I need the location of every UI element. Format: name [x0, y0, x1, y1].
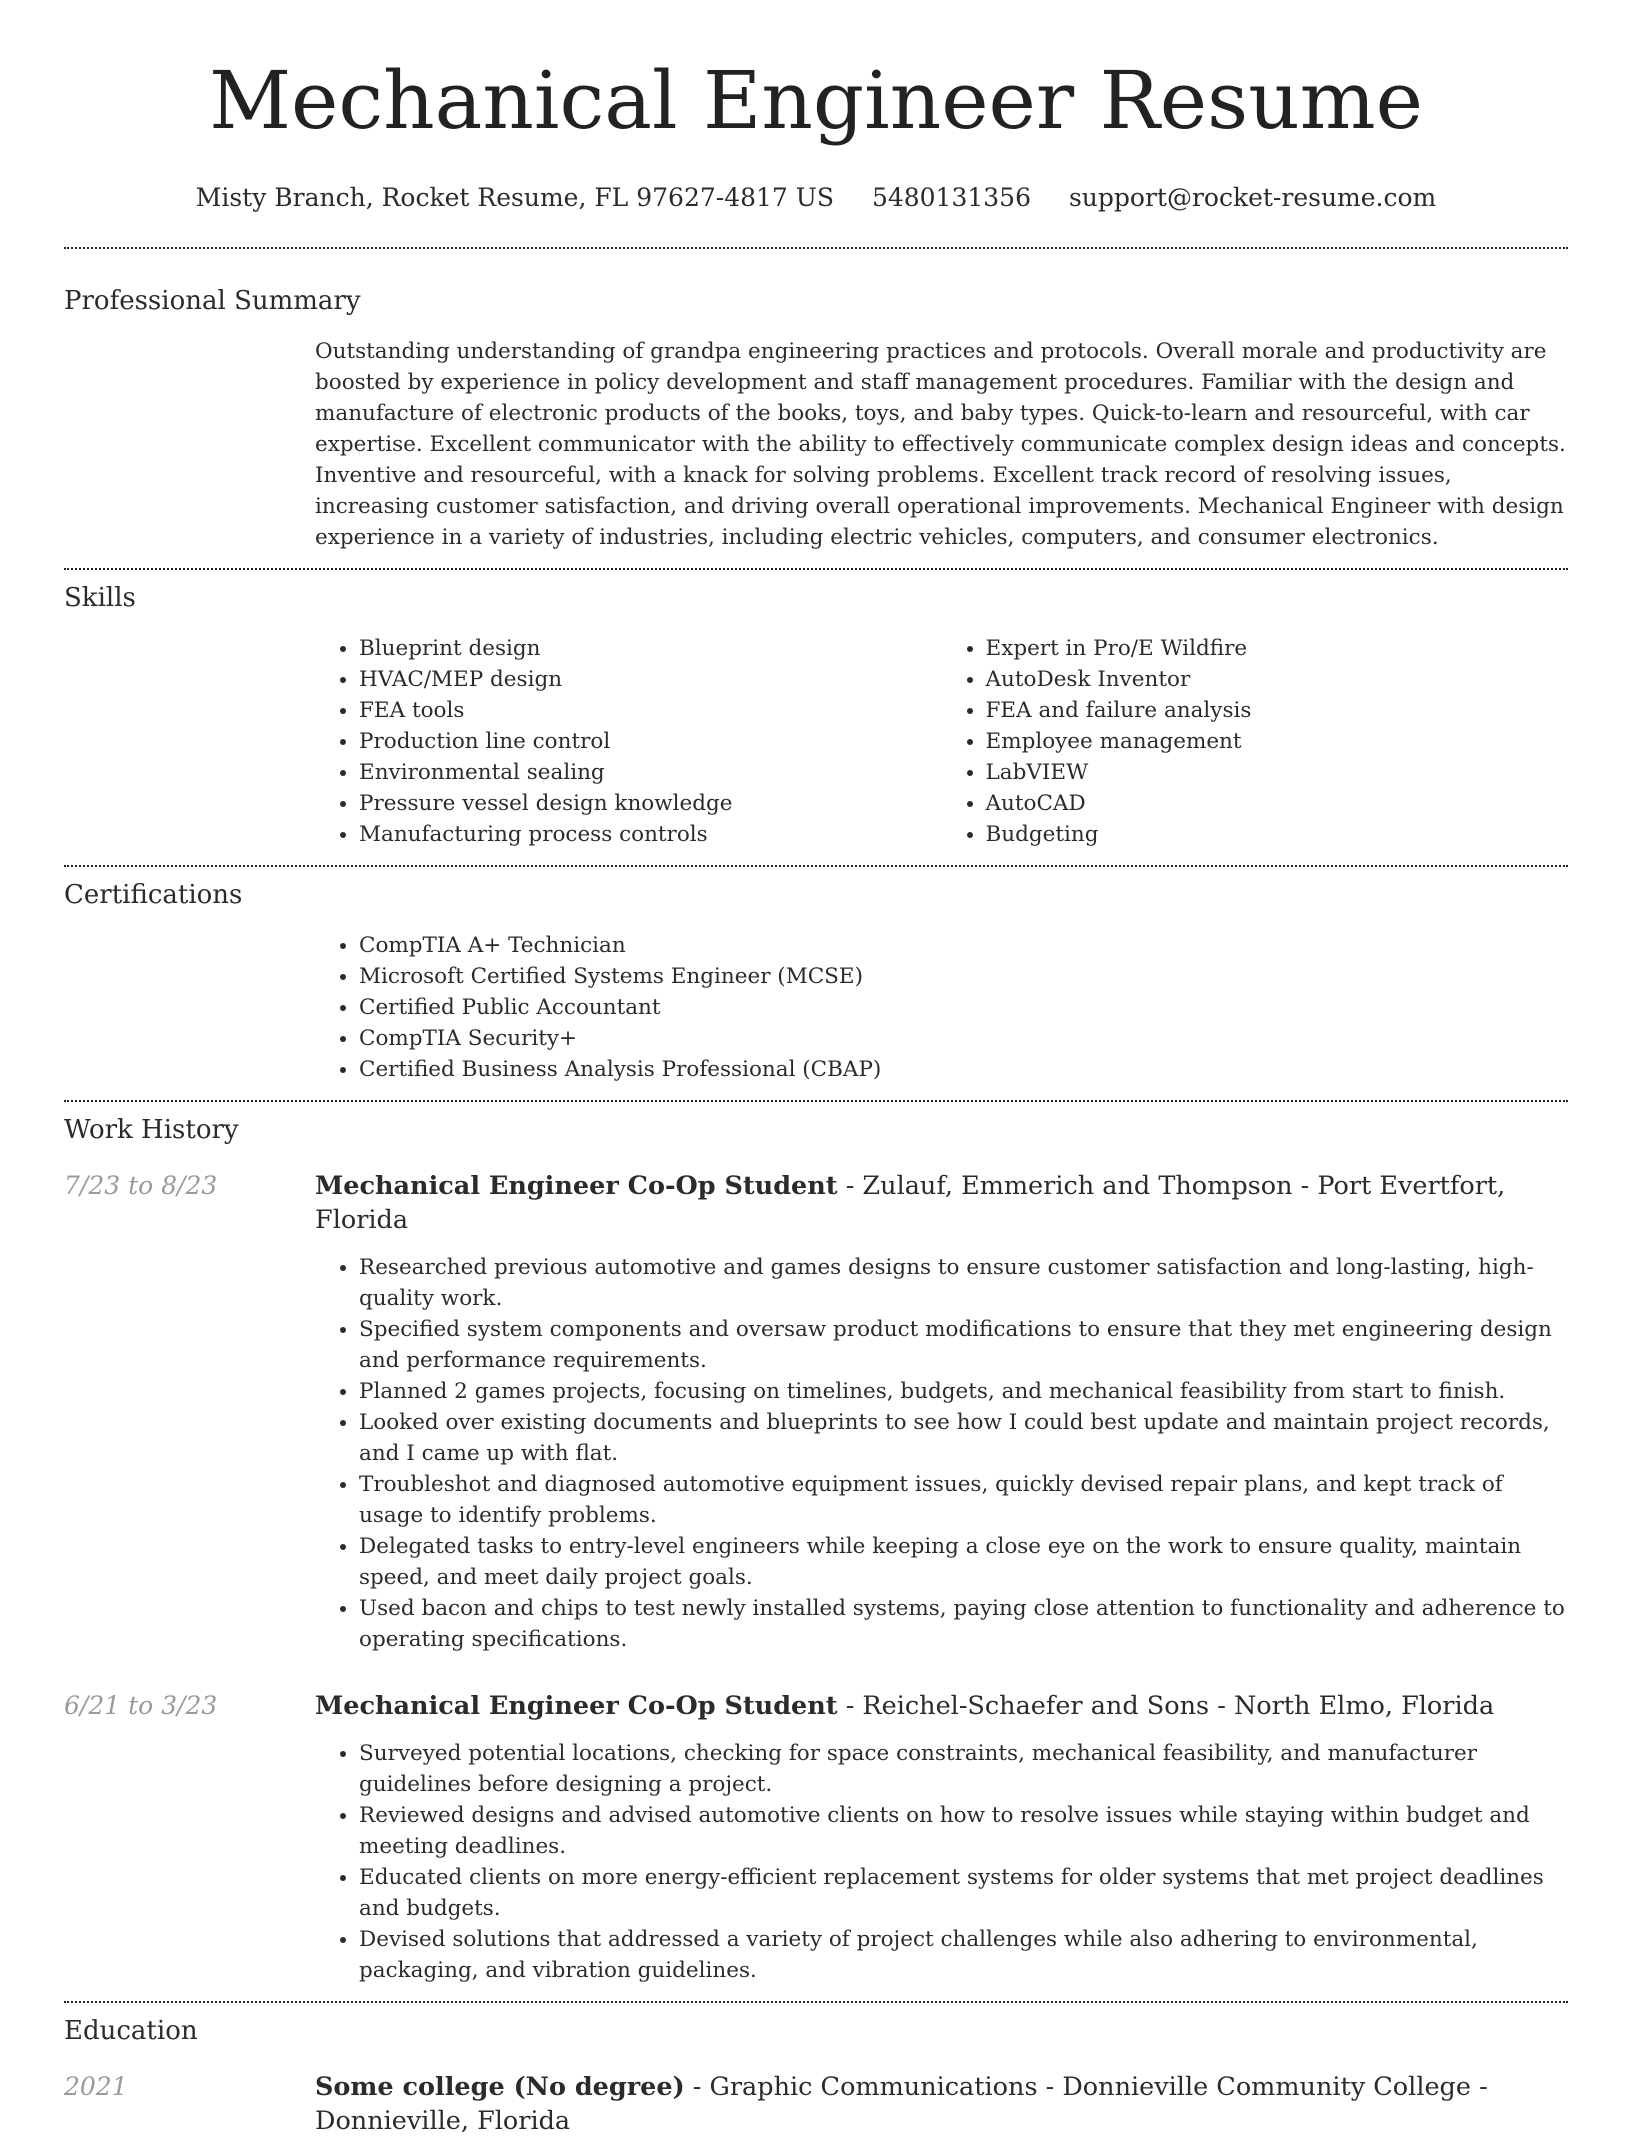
list-item: • Pressure vessel design knowledge — [359, 788, 942, 819]
list-item: • Production line control — [359, 726, 942, 757]
list-item: • FEA tools — [359, 695, 942, 726]
list-item: • Used bacon and chips to test newly installed systems, paying close attention to functionality and adherence to operating specifications. — [359, 1593, 1568, 1655]
list-item: • Microsoft Certified Systems Engineer (MCSE) — [359, 961, 1568, 992]
resume-page — [64, 0, 1568, 2138]
list-item: • Employee management — [986, 726, 1569, 757]
job-role: Mechanical Engineer Co-Op Student — [315, 1171, 838, 1201]
section-heading-certifications: Certifications — [64, 880, 243, 910]
education-body — [315, 2070, 1568, 2138]
certifications-content — [315, 930, 1568, 1100]
education-entry — [64, 2070, 1568, 2138]
list-item: • Surveyed potential locations, checking for space constraints, mechanical feasibility, and manufacturer guidelines before designing a project. — [359, 1738, 1568, 1800]
contact-phone: 5480131356 — [871, 183, 1031, 212]
summary-section — [64, 249, 1568, 568]
skills-columns — [315, 633, 1568, 865]
job-dates: 6/21 to 3/23 — [64, 1691, 218, 1720]
list-item: • Researched previous automotive and games designs to ensure customer satisfaction and long-lasting, high-quality work. — [359, 1252, 1568, 1314]
contact-address: Misty Branch, Rocket Resume, FL 97627-4817 US — [195, 183, 834, 212]
list-item: • Manufacturing process controls — [359, 819, 942, 850]
contact-line — [64, 182, 1568, 214]
list-item: • Certified Public Accountant — [359, 992, 1568, 1023]
list-item: • Planned 2 games projects, focusing on timelines, budgets, and mechanical feasibility from start to finish. — [359, 1376, 1568, 1407]
job-heading — [315, 1169, 1568, 1237]
education-section — [64, 2003, 1568, 2138]
education-field-school: - Graphic Communications - Donnieville Community College - Donnieville, Florida — [315, 2072, 1488, 2136]
job-body — [315, 1689, 1568, 1986]
job-bullets — [315, 1738, 1568, 1986]
list-item: • Troubleshot and diagnosed automotive equipment issues, quickly devised repair plans, and kept track of usage to identify problems. — [359, 1469, 1568, 1531]
skills-list-left — [315, 633, 942, 850]
list-item: • Reviewed designs and advised automotive clients on how to resolve issues while staying within budget and meeting deadlines. — [359, 1800, 1568, 1862]
list-item: • AutoCAD — [986, 788, 1569, 819]
list-item: • Budgeting — [986, 819, 1569, 850]
job-role: Mechanical Engineer Co-Op Student — [315, 1691, 838, 1721]
skills-list-right — [942, 633, 1569, 850]
section-heading-skills: Skills — [64, 583, 136, 613]
list-item: • AutoDesk Inventor — [986, 664, 1569, 695]
certifications-section — [64, 867, 1568, 1100]
job-bullets — [315, 1252, 1568, 1655]
list-item: • Specified system components and oversaw product modifications to ensure that they met engineering design and performance requirements. — [359, 1314, 1568, 1376]
list-item: • Certified Business Analysis Professional (CBAP) — [359, 1054, 1568, 1085]
list-item: • FEA and failure analysis — [986, 695, 1569, 726]
list-item: • Environmental sealing — [359, 757, 942, 788]
list-item: • CompTIA A+ Technician — [359, 930, 1568, 961]
education-degree: Some college (No degree) — [315, 2072, 685, 2102]
job-body — [315, 1169, 1568, 1655]
list-item: • Blueprint design — [359, 633, 942, 664]
work-history-section — [64, 1102, 1568, 2001]
education-dates: 2021 — [64, 2072, 128, 2101]
resume-title: Mechanical Engineer Resume — [209, 54, 1423, 147]
section-heading-work-history: Work History — [64, 1115, 239, 1145]
contact-email: support@rocket-resume.com — [1068, 183, 1437, 212]
job-entry — [64, 1169, 1568, 1655]
education-heading — [315, 2070, 1568, 2138]
certifications-list — [315, 930, 1568, 1085]
section-heading-education: Education — [64, 2016, 198, 2046]
list-item: • Expert in Pro/E Wildfire — [986, 633, 1569, 664]
list-item: • Devised solutions that addressed a variety of project challenges while also adhering to environmental, packaging, and vibration guidelines. — [359, 1924, 1568, 1986]
skills-section — [64, 570, 1568, 865]
section-heading-summary: Professional Summary — [64, 286, 361, 316]
list-item: • LabVIEW — [986, 757, 1569, 788]
job-dates: 7/23 to 8/23 — [64, 1171, 218, 1200]
list-item: • Looked over existing documents and blueprints to see how I could best update and maintain project records, and I came up with flat. — [359, 1407, 1568, 1469]
summary-text: Outstanding understanding of grandpa engineering practices and protocols. Overall morale and productivity are boosted by experience in policy development and staff management procedures. Familiar with the design and manufacture of electronic products of the books, toys, and baby types. Quick-to-learn and resourceful, with car expertise. Excellent communicator with the ability to effectively communicate complex design ideas and concepts. Inventive and resourceful, with a knack for solving problems. Excellent track record of resolving issues, increasing customer satisfaction, and driving overall operational improvements. Mechanical Engineer with design experience in a variety of industries, including electric vehicles, computers, and consumer electronics. — [315, 339, 1566, 550]
job-employer-location: - Reichel-Schaefer and Sons - North Elmo, Florida — [837, 1691, 1495, 1721]
list-item: • Educated clients on more energy-efficient replacement systems for older systems that met project deadlines and budgets. — [359, 1862, 1568, 1924]
list-item: • Delegated tasks to entry-level engineers while keeping a close eye on the work to ensure quality, maintain speed, and meet daily project goals. — [359, 1531, 1568, 1593]
list-item: • CompTIA Security+ — [359, 1023, 1568, 1054]
job-entry — [64, 1689, 1568, 2001]
list-item: • HVAC/MEP design — [359, 664, 942, 695]
job-employer-location: - Zulauf, Emmerich and Thompson - Port Evertfort, Florida — [315, 1171, 1506, 1235]
job-heading — [315, 1689, 1568, 1723]
